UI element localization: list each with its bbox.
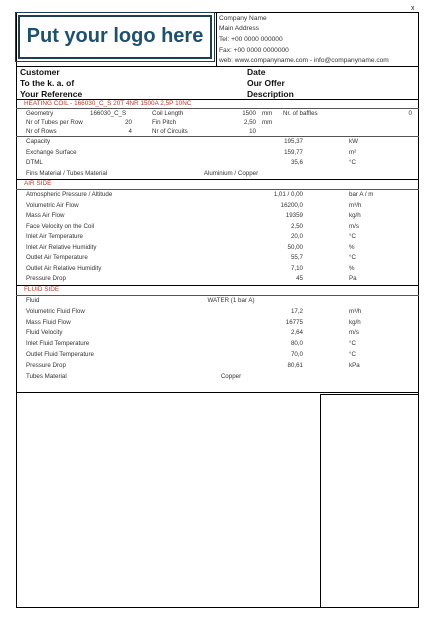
your-reference-label: Your Reference (20, 89, 83, 99)
fluid-side-row-label: Tubes Material (26, 372, 67, 380)
header-rule (16, 66, 419, 67)
fluid-side-row-label: Outlet Fluid Temperature (26, 351, 94, 358)
air-side-row-label: Pressure Drop (26, 275, 66, 282)
fluid-side-row-unit: °C (349, 340, 356, 348)
air-side-row-label: Face Velocity on the Coil (26, 222, 95, 230)
air-side-row-label: Mass Air Flow (26, 212, 65, 219)
air-side-row-value: 7,10 (290, 264, 303, 272)
company-web: web: www.companyname.com - info@companyname.com (219, 57, 389, 64)
air-side-row-value: 55,7 (290, 254, 303, 261)
fluid-side-row-unit: m/s (349, 329, 359, 337)
circuits-label: Nr of Circuits (152, 128, 188, 135)
fluid-side-row-unit: kPa (349, 361, 360, 369)
air-side-title: AIR SIDE (24, 180, 52, 187)
air-side-row-value: 16200,0 (280, 201, 303, 209)
company-name: Company Name (219, 15, 267, 22)
logo-text: Put your logo here (26, 25, 204, 47)
performance-row-label: Capacity (26, 138, 51, 145)
performance-row-value: 195,37 (284, 138, 303, 145)
customer-label: Customer (20, 67, 60, 77)
air-side-row-value: 1,01 / 0,00 (273, 191, 303, 198)
performance-row-value: 35,6 (290, 159, 303, 166)
air-side-rule (16, 179, 419, 180)
signature-rule (320, 394, 419, 395)
logo-divider (216, 12, 217, 67)
air-side-row-unit: kg/h (349, 212, 361, 219)
performance-row-value: 159,77 (284, 148, 303, 156)
performance-row-unit: kW (349, 138, 358, 145)
air-side-sub-rule (16, 189, 419, 190)
air-side-row-label: Volumetric Air Flow (26, 201, 79, 209)
tubes-value: 20 (125, 119, 132, 126)
fluid-side-title: FLUID SIDE (24, 286, 60, 293)
coil-title: HEATING COIL - 166030_C_S 20T 4NR 1500A 2,5P 10NC (24, 100, 192, 107)
air-side-row-label: Inlet Air Temperature (26, 233, 83, 240)
baffles-label: Nr. of baffles (283, 110, 318, 117)
performance-row-label: DTML (26, 159, 43, 166)
air-side-row-value: 50,00 (287, 243, 303, 251)
description-label: Description (247, 89, 294, 99)
to-the-label: To the k. a. of (20, 78, 75, 88)
geometry-label: Geometry (26, 110, 54, 117)
fluid-side-row-label: Fluid (26, 297, 40, 304)
air-side-row-unit: °C (349, 233, 356, 240)
fluid-side-row-unit: °C (349, 351, 356, 358)
performance-row-label: Fins Material / Tubes Material (26, 169, 108, 177)
air-side-row-value: 19359 (285, 212, 303, 219)
logo-placeholder (18, 15, 212, 59)
fluid-side-row-value: Copper (220, 372, 242, 380)
rows-value: 4 (128, 128, 132, 135)
fluid-side-row-label: Fluid Velocity (26, 329, 63, 337)
coil-length-value: 1500 (242, 110, 256, 117)
our-offer-label: Our Offer (247, 78, 285, 88)
air-side-row-unit: °C (349, 254, 356, 261)
performance-row-unit: °C (349, 159, 356, 166)
coil-length-label: Coil Length (152, 110, 184, 117)
performance-rule (16, 136, 419, 137)
air-side-row-unit: % (349, 243, 355, 251)
air-side-row-value: 45 (296, 275, 303, 282)
air-side-row-value: 2,50 (290, 222, 303, 230)
tubes-label: Nr of Tubes per Row (26, 119, 83, 126)
air-side-row-label: Inlet Air Relative Humidity (26, 243, 97, 251)
corner-mark: x (411, 5, 415, 12)
fluid-side-row-value: 2,64 (290, 329, 303, 337)
performance-row-label: Exchange Surface (26, 148, 77, 156)
fluid-side-row-unit: m³/h (349, 307, 362, 315)
fin-pitch-value: 2,50 (243, 119, 256, 126)
air-side-row-label: Outlet Air Temperature (26, 254, 88, 261)
fluid-side-row-value: 80,0 (290, 340, 303, 348)
air-side-row-unit: bar A / m (349, 191, 374, 198)
fluid-side-row-label: Pressure Drop (26, 361, 66, 369)
fluid-side-row-label: Inlet Fluid Temperature (26, 340, 90, 348)
fluid-side-row-value: 80,61 (287, 361, 303, 369)
fluid-side-row-value: 17,2 (290, 307, 303, 315)
date-label: Date (247, 67, 266, 77)
circuits-value: 10 (249, 128, 256, 135)
air-side-row-unit: m/s (349, 222, 359, 230)
rows-label: Nr of Rows (26, 128, 57, 135)
fluid-side-sub-rule (16, 295, 419, 296)
fluid-side-row-label: Volumetric Fluid Flow (26, 307, 85, 315)
company-address: Main Address (219, 25, 259, 32)
fluid-side-rule (16, 285, 419, 286)
fin-pitch-label: Fin Pitch (152, 119, 177, 126)
performance-row-unit: m² (349, 148, 357, 156)
fin-pitch-unit: mm (262, 119, 273, 126)
fluid-side-row-value: WATER (1 bar A) (207, 297, 255, 304)
baffles-value: 0 (408, 110, 412, 117)
fluid-side-row-value: 70,0 (290, 351, 303, 358)
geometry-value: 166030_C_S (90, 110, 127, 117)
signature-divider (320, 394, 321, 608)
air-side-row-label: Outlet Air Relative Humidity (26, 264, 102, 272)
geometry-rule (16, 108, 419, 109)
fluid-side-row-value: 16775 (285, 318, 303, 326)
company-fax: Fax: +00 0000 0000000 (219, 47, 289, 54)
air-side-row-value: 20,0 (290, 233, 303, 240)
fluid-side-row-unit: kg/h (349, 318, 361, 326)
company-tel: Tel: +00 0000 000000 (219, 36, 283, 43)
performance-row-value: Aluminium / Copper (203, 169, 259, 177)
air-side-row-unit: m³/h (349, 201, 362, 209)
fluid-side-row-label: Mass Fluid Flow (26, 318, 71, 326)
coil-length-unit: mm (262, 110, 273, 117)
table-end-rule (16, 392, 419, 393)
air-side-row-unit: % (349, 264, 355, 272)
air-side-row-unit: Pa (349, 275, 357, 282)
air-side-row-label: Atmospheric Pressure / Altitude (26, 191, 113, 198)
